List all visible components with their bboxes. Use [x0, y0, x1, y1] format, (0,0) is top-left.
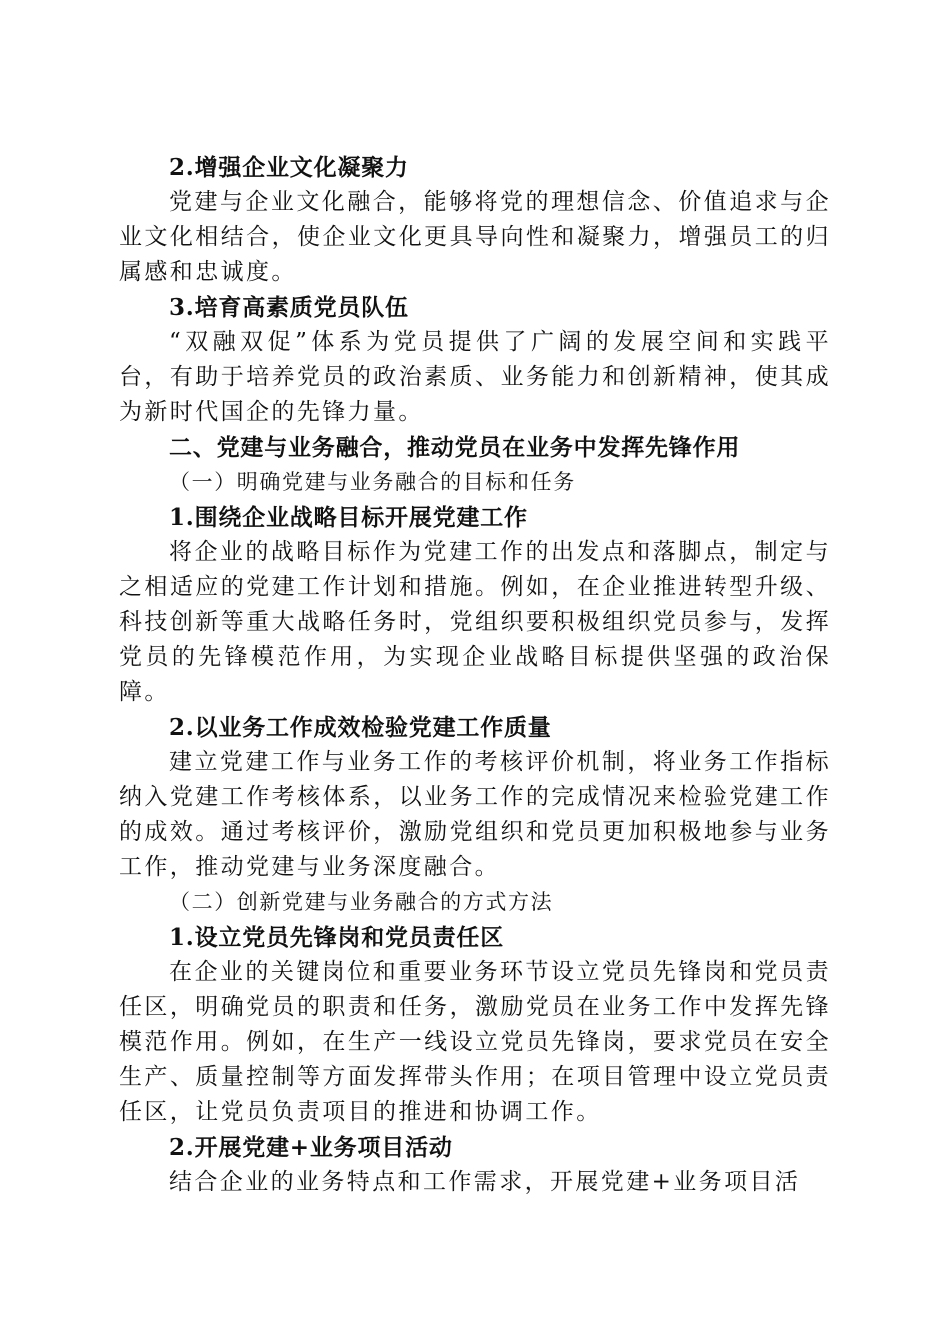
heading-projects: 2.开展党建+业务项目活动 [169, 1134, 453, 1161]
heading-pioneer-posts: 1.设立党员先锋岗和党员责任区 [169, 924, 505, 951]
paragraph-culture: 党建与企业文化融合，能够将党的理想信念、价值追求与企业文化相结合，使企业文化更具导向性和凝聚力，增强员工的归属感和忠诚度。 [119, 189, 831, 285]
paragraph-members: “双融双促”体系为党员提供了广阔的发展空间和实践平台，有助于培养党员的政治素质、业务能力和创新精神，使其成为新时代国企的先锋力量。 [119, 329, 831, 425]
heading-cultivate-members: 3.培育高素质党员队伍 [169, 294, 409, 321]
paragraph-strategy: 将企业的战略目标作为党建工作的出发点和落脚点，制定与之相适应的党建工作计划和措施。例如，在企业推进转型升级、科技创新等重大战略任务时，党组织要积极组织党员参与，发挥党员的先锋模范作用，为实现企业战略目标提供坚强的政治保障。 [119, 539, 831, 705]
heading-strategy: 1.围绕企业战略目标开展党建工作 [169, 504, 528, 531]
subsection-title-methods: （二）创新党建与业务融合的方式方法 [169, 890, 554, 914]
section-title-business-integration: 二、党建与业务融合，推动党员在业务中发挥先锋作用 [169, 434, 741, 461]
paragraph-quality-check: 建立党建工作与业务工作的考核评价机制，将业务工作指标纳入党建工作考核体系，以业务工作的完成情况来检验党建工作的成效。通过考核评价，激励党组织和党员更加积极地参与业务工作，推动党建与业务深度融合。 [119, 749, 831, 880]
document-page [119, 150, 831, 1200]
paragraph-pioneer-posts: 在企业的关键岗位和重要业务环节设立党员先锋岗和党员责任区，明确党员的职责和任务，激励党员在业务工作中发挥先锋模范作用。例如，在生产一线设立党员先锋岗，要求党员在安全生产、质量控制等方面发挥带头作用；在项目管理中设立党员责任区，让党员负责项目的推进和协调工作。 [119, 959, 831, 1125]
paragraph-projects: 结合企业的业务特点和工作需求，开展党建+业务项目活 [169, 1169, 801, 1195]
heading-quality-check: 2.以业务工作成效检验党建工作质量 [169, 714, 552, 741]
subsection-title-goals: （一）明确党建与业务融合的目标和任务 [169, 470, 576, 494]
heading-enhance-culture: 2.增强企业文化凝聚力 [169, 154, 409, 181]
